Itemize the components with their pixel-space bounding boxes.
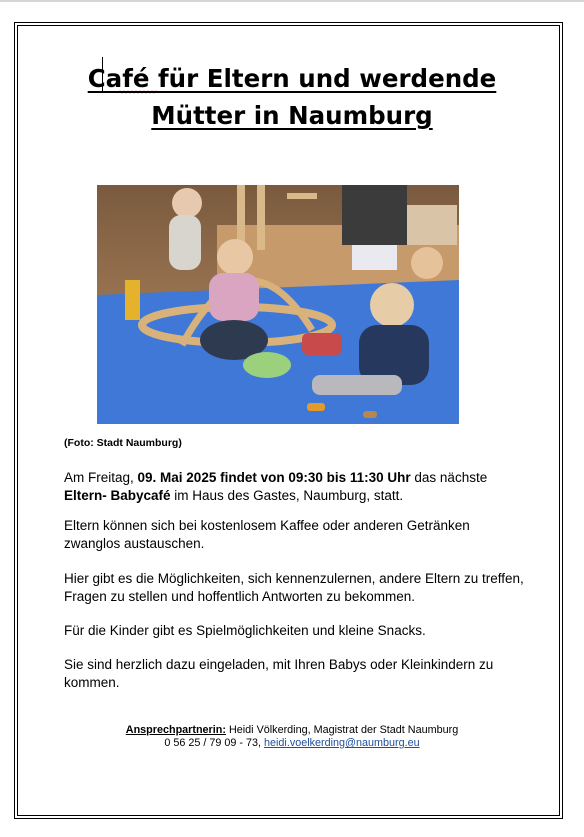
paragraph-invitation: Sie sind herzlich dazu eingeladen, mit Ihren Babys oder Kleinkindern zu kommen. [64, 657, 494, 690]
paragraph-meet: Hier gibt es die Möglichkeiten, sich kennenzulernen, andere Eltern zu treffen, Fragen zu stellen und hoffentlich Antworten zu bekommen. [64, 571, 524, 604]
contact-block [0, 724, 584, 750]
photo-toy [302, 333, 342, 355]
photo-baby-head [217, 239, 253, 275]
photo-chair-leg [257, 185, 265, 250]
photo-baby-head [172, 188, 202, 218]
paragraph-event-details [64, 469, 524, 504]
photo-baby-body [209, 273, 259, 321]
p1-text-a: Am Freitag, [64, 470, 138, 485]
photo-baby-legs [312, 375, 402, 395]
photo-babies-playing [97, 185, 459, 424]
photo-toy [307, 403, 325, 411]
top-border-line [0, 0, 584, 2]
contact-email-link[interactable]: heidi.voelkerding@naumburg.eu [264, 737, 420, 749]
p1-event-name: Eltern- Babycafé [64, 487, 171, 503]
p1-date-time: 09. Mai 2025 findet von 09:30 bis 11:30 Uhr [137, 470, 411, 485]
photo-baby-body [169, 215, 201, 270]
contact-label: Ansprechpartnerin: [125, 724, 226, 736]
photo-caption: (Foto: Stadt Naumburg) [64, 437, 182, 449]
photo-sneaker [352, 245, 397, 270]
title-line-2: Mütter in Naumburg [151, 101, 433, 130]
p1-text-c: das nächste [410, 470, 488, 485]
photo-toy [363, 411, 377, 418]
paragraph-kids: Für die Kinder gibt es Spielmöglichkeiten und kleine Snacks. [64, 623, 426, 638]
photo-adult-leg [125, 280, 140, 320]
p1-text-e: im Haus des Gastes, Naumburg, statt. [170, 487, 404, 503]
photo-baby-head [370, 283, 414, 327]
photo-adult [342, 185, 407, 245]
photo-illustration [97, 185, 459, 424]
page-title [0, 60, 584, 134]
paragraph-coffee: Eltern können sich bei kostenlosem Kaffee oder anderen Getränken zwanglos austauschen. [64, 518, 470, 551]
photo-green-bowl [243, 352, 291, 378]
contact-name: Heidi Völkerding, Magistrat der Stadt Naumburg [225, 724, 459, 736]
title-line-1: Café für Eltern und werdende [87, 64, 497, 93]
photo-chair-seat [287, 193, 317, 199]
contact-phone: 0 56 25 / 79 09 - 73, [164, 737, 265, 749]
photo-baby-head [411, 247, 443, 279]
